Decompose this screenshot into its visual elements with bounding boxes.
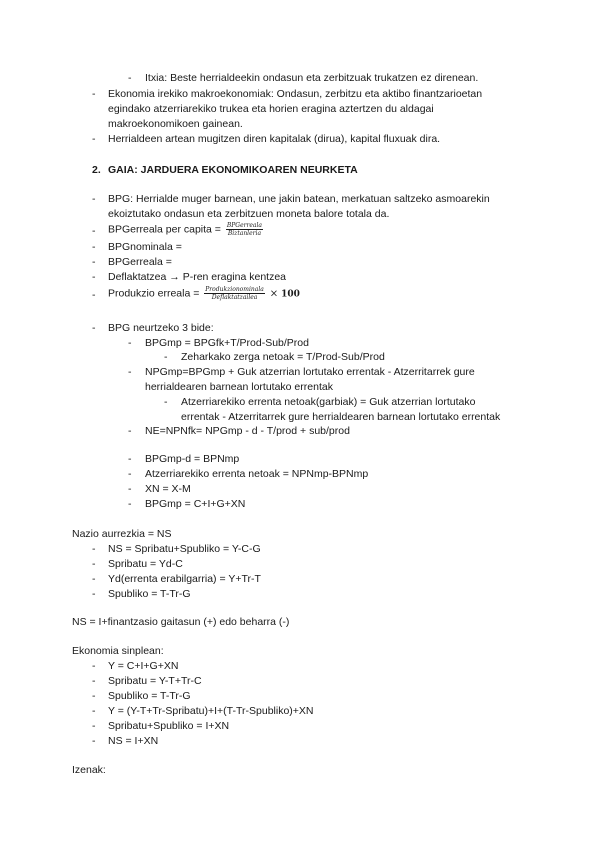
itxia-text: Itxia: Beste herrialdeekin ondasun eta zerbitzuak trukatzen ez direnean. <box>145 72 479 84</box>
sinplean-item: Spribatu+Spubliko = I+XN <box>108 720 230 732</box>
sinplean-item: NS = I+XN <box>108 735 159 747</box>
bpgmp-formula-1: BPGmp = BPGfk+T/Prod-Sub/Prod <box>145 337 309 349</box>
bullet: - <box>92 193 96 205</box>
bullet: - <box>92 88 96 100</box>
produkzio-formula <box>108 286 300 301</box>
bullet: - <box>92 690 96 702</box>
zeharkako-zerga: Zeharkako zerga netoak = T/Prod-Sub/Prod <box>181 351 385 363</box>
bullet: - <box>164 351 168 363</box>
kapital-text: Herrialdeen artean mugitzen diren kapitalak (dirua), kapital fluxuak dira. <box>108 133 441 145</box>
bullet: - <box>92 675 96 687</box>
percapita-label: BPGerreala per capita = <box>108 223 221 236</box>
atzerri-line-2: errentak - Atzerritarrek gure herrialdearen barnean lortutako errentak <box>181 411 501 423</box>
bpg-nominala: BPGnominala = <box>108 241 182 253</box>
bullet: - <box>164 396 168 408</box>
bullet: - <box>92 241 96 253</box>
bullet: - <box>92 558 96 570</box>
nazio-item: Spubliko = T-Tr-G <box>108 588 191 600</box>
bullet: - <box>128 366 132 378</box>
sinplean-item: Spubliko = T-Tr-G <box>108 690 191 702</box>
nazio-item: Yd(errenta erabilgarria) = Y+Tr-T <box>108 573 261 585</box>
bullet: - <box>92 543 96 555</box>
times-sign: × <box>269 288 279 300</box>
ekonomia-text-line-1: Ekonomia irekiko makroekonomiak: Ondasun, zerbitzu eta aktibo finantzarioetan <box>108 88 483 100</box>
bullet: - <box>92 322 96 334</box>
bullet: - <box>92 588 96 600</box>
izenak-heading: Izenak: <box>72 764 106 776</box>
percapita-formula <box>108 222 265 237</box>
bullet: - <box>92 133 96 145</box>
npgmp-line-2: herrialdearen barnean lortutako errentak <box>145 381 333 393</box>
bullet: - <box>92 660 96 672</box>
bullet: - <box>128 72 132 84</box>
bpgmp-d-formula: BPGmp-d = BPNmp <box>145 453 240 465</box>
bpg-definition-line-2: ekoiztutako ondasun eta zerbitzuen moneta balore totala da. <box>108 208 390 220</box>
bullet: - <box>92 735 96 747</box>
bullet: - <box>128 483 132 495</box>
atzerri-line-1: Atzerriarekiko errenta netoak(garbiak) = Guk atzerrian lortutako <box>181 396 476 408</box>
npgmp-line-1: NPGmp=BPGmp + Guk atzerrian lortutako errentak - Atzerritarrek gure <box>145 366 475 378</box>
ne-formula: NE=NPNfk= NPGmp - d - T/prod + sub/prod <box>145 425 350 437</box>
sinplean-item: Spribatu = Y-T+Tr-C <box>108 675 202 687</box>
bullet: - <box>128 468 132 480</box>
ns-finantzasio-line: NS = I+finantzasio gaitasun (+) edo beharra (-) <box>72 616 290 628</box>
produkzio-fraction <box>204 286 265 301</box>
nazio-title: Nazio aurrezkia = NS <box>72 528 172 540</box>
percapita-fraction <box>226 222 263 237</box>
hundred-value: 100 <box>281 289 300 300</box>
bullet: - <box>92 573 96 585</box>
sinplean-item: Y = C+I+G+XN <box>108 660 179 672</box>
bullet: - <box>128 453 132 465</box>
bpg-definition-line-1: BPG: Herrialde muger barnean, une jakin batean, merkatuan saltzeko asmoarekin <box>108 193 490 205</box>
bullet: - <box>92 289 96 301</box>
bullet: - <box>92 705 96 717</box>
bpgmp-formula-2: BPGmp = C+I+G+XN <box>145 498 246 510</box>
bullet: - <box>92 271 96 283</box>
sinplean-item: Y = (Y-T+Tr-Spribatu)+I+(T-Tr-Spubliko)+XN <box>108 705 314 717</box>
bullet: - <box>128 425 132 437</box>
bullet: - <box>128 498 132 510</box>
bullet: - <box>92 225 96 237</box>
section-title: GAIA: JARDUERA EKONOMIKOAREN NEURKETA <box>108 164 358 176</box>
bullet: - <box>128 337 132 349</box>
bpg-erreala: BPGerreala = <box>108 256 172 268</box>
ekonomia-text-line-3: makroekonomikoen gainean. <box>108 118 243 130</box>
deflaktatzea: Deflaktatzea → P-ren eragina kentzea <box>108 271 287 283</box>
percapita-numerator: BPGerreala <box>226 222 263 229</box>
percapita-denominator: Biztanleria <box>227 230 262 237</box>
bullet: - <box>92 256 96 268</box>
ekonomia-text-line-2: egindako atzerriarekiko trukea eta horien eragina aztertzen du aldagai <box>108 103 434 115</box>
sinplean-title: Ekonomia sinplean: <box>72 645 164 657</box>
produkzio-numerator: Produkzionominala <box>205 286 264 293</box>
produkzio-label: Produkzio erreala = <box>108 287 200 300</box>
neurtzeko-title: BPG neurtzeko 3 bide: <box>108 322 214 334</box>
bullet: - <box>92 720 96 732</box>
produkzio-denominator: Deflaktatzailea <box>211 294 258 301</box>
xn-formula: XN = X-M <box>145 483 191 495</box>
section-number: 2. <box>92 164 101 176</box>
nazio-item: Spribatu = Yd-C <box>108 558 183 570</box>
atzerri-netoak-formula: Atzerriarekiko errenta netoak = NPNmp-BPNmp <box>145 468 369 480</box>
nazio-item: NS = Spribatu+Spubliko = Y-C-G <box>108 543 261 555</box>
